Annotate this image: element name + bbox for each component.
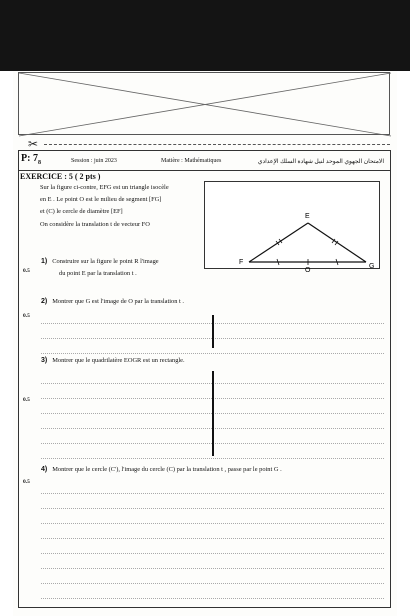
answer-line — [41, 584, 384, 599]
answer-line — [41, 539, 384, 554]
question-4: 4) Montrer que le cercle (C'), l'image du cercle (C) par la translation t , passe par le point G . — [41, 466, 282, 473]
exam-page — [18, 150, 391, 608]
answer-line — [41, 524, 384, 539]
cut-line — [44, 144, 390, 145]
session-label: Session : juin 2023 — [71, 158, 117, 164]
answer-line — [41, 509, 384, 524]
exercise-title: EXERCICE : 5 ( 2 pts ) — [20, 172, 101, 181]
answer-line — [41, 569, 384, 584]
question-2: 2) Montrer que G est l'image de O par la translation t . — [41, 298, 185, 305]
answer-line — [41, 494, 384, 509]
label-F: F — [239, 259, 244, 266]
exam-title: الامتحان الجهوي الموحد لنيل شهادة السلك الإعدادي — [257, 159, 384, 165]
label-E: E — [305, 213, 310, 220]
cross-lines — [19, 73, 391, 136]
statement-line: et (C) le cercle de diamètre [EF] — [40, 208, 123, 216]
points-q4: 0.5 — [23, 479, 30, 485]
label-O: O — [305, 267, 311, 274]
blank-crossed-box — [18, 72, 390, 135]
exercise-statement — [40, 182, 200, 231]
answer-lines-q4 — [41, 479, 384, 599]
question-1: 1) Construire sur la figure le point R l'image — [41, 258, 159, 265]
points-q1: 0.5 — [23, 268, 30, 274]
answer-line — [41, 479, 384, 494]
page-number: P: $7_8$ — [21, 153, 41, 166]
question-1-cont: du point E par la translation t . — [59, 270, 137, 277]
label-G: G — [369, 263, 375, 270]
page-header — [19, 151, 390, 171]
statement-line: On considère la translation t de vecteur FO — [40, 220, 150, 228]
points-q3: 0.5 — [23, 397, 30, 403]
points-q2: 0.5 — [23, 313, 30, 319]
statement-line: en E . Le point O est le milieu de segment [FG] — [40, 196, 162, 204]
question-3: 3) Montrer que le quadrilatère EOGR est un rectangle. — [41, 357, 185, 364]
triangle-figure — [204, 181, 380, 274]
top-dark-bar — [0, 0, 410, 71]
scissors-icon: ✂ — [28, 137, 39, 151]
statement-line: Sur la figure ci-contre, EFG est un triangle isocèle — [40, 184, 169, 191]
subject-label: Matière : Mathématiques — [161, 158, 222, 164]
answer-line — [41, 554, 384, 569]
vertical-mark — [212, 371, 214, 456]
vertical-mark — [212, 315, 214, 348]
triangle-drawing — [205, 182, 381, 274]
